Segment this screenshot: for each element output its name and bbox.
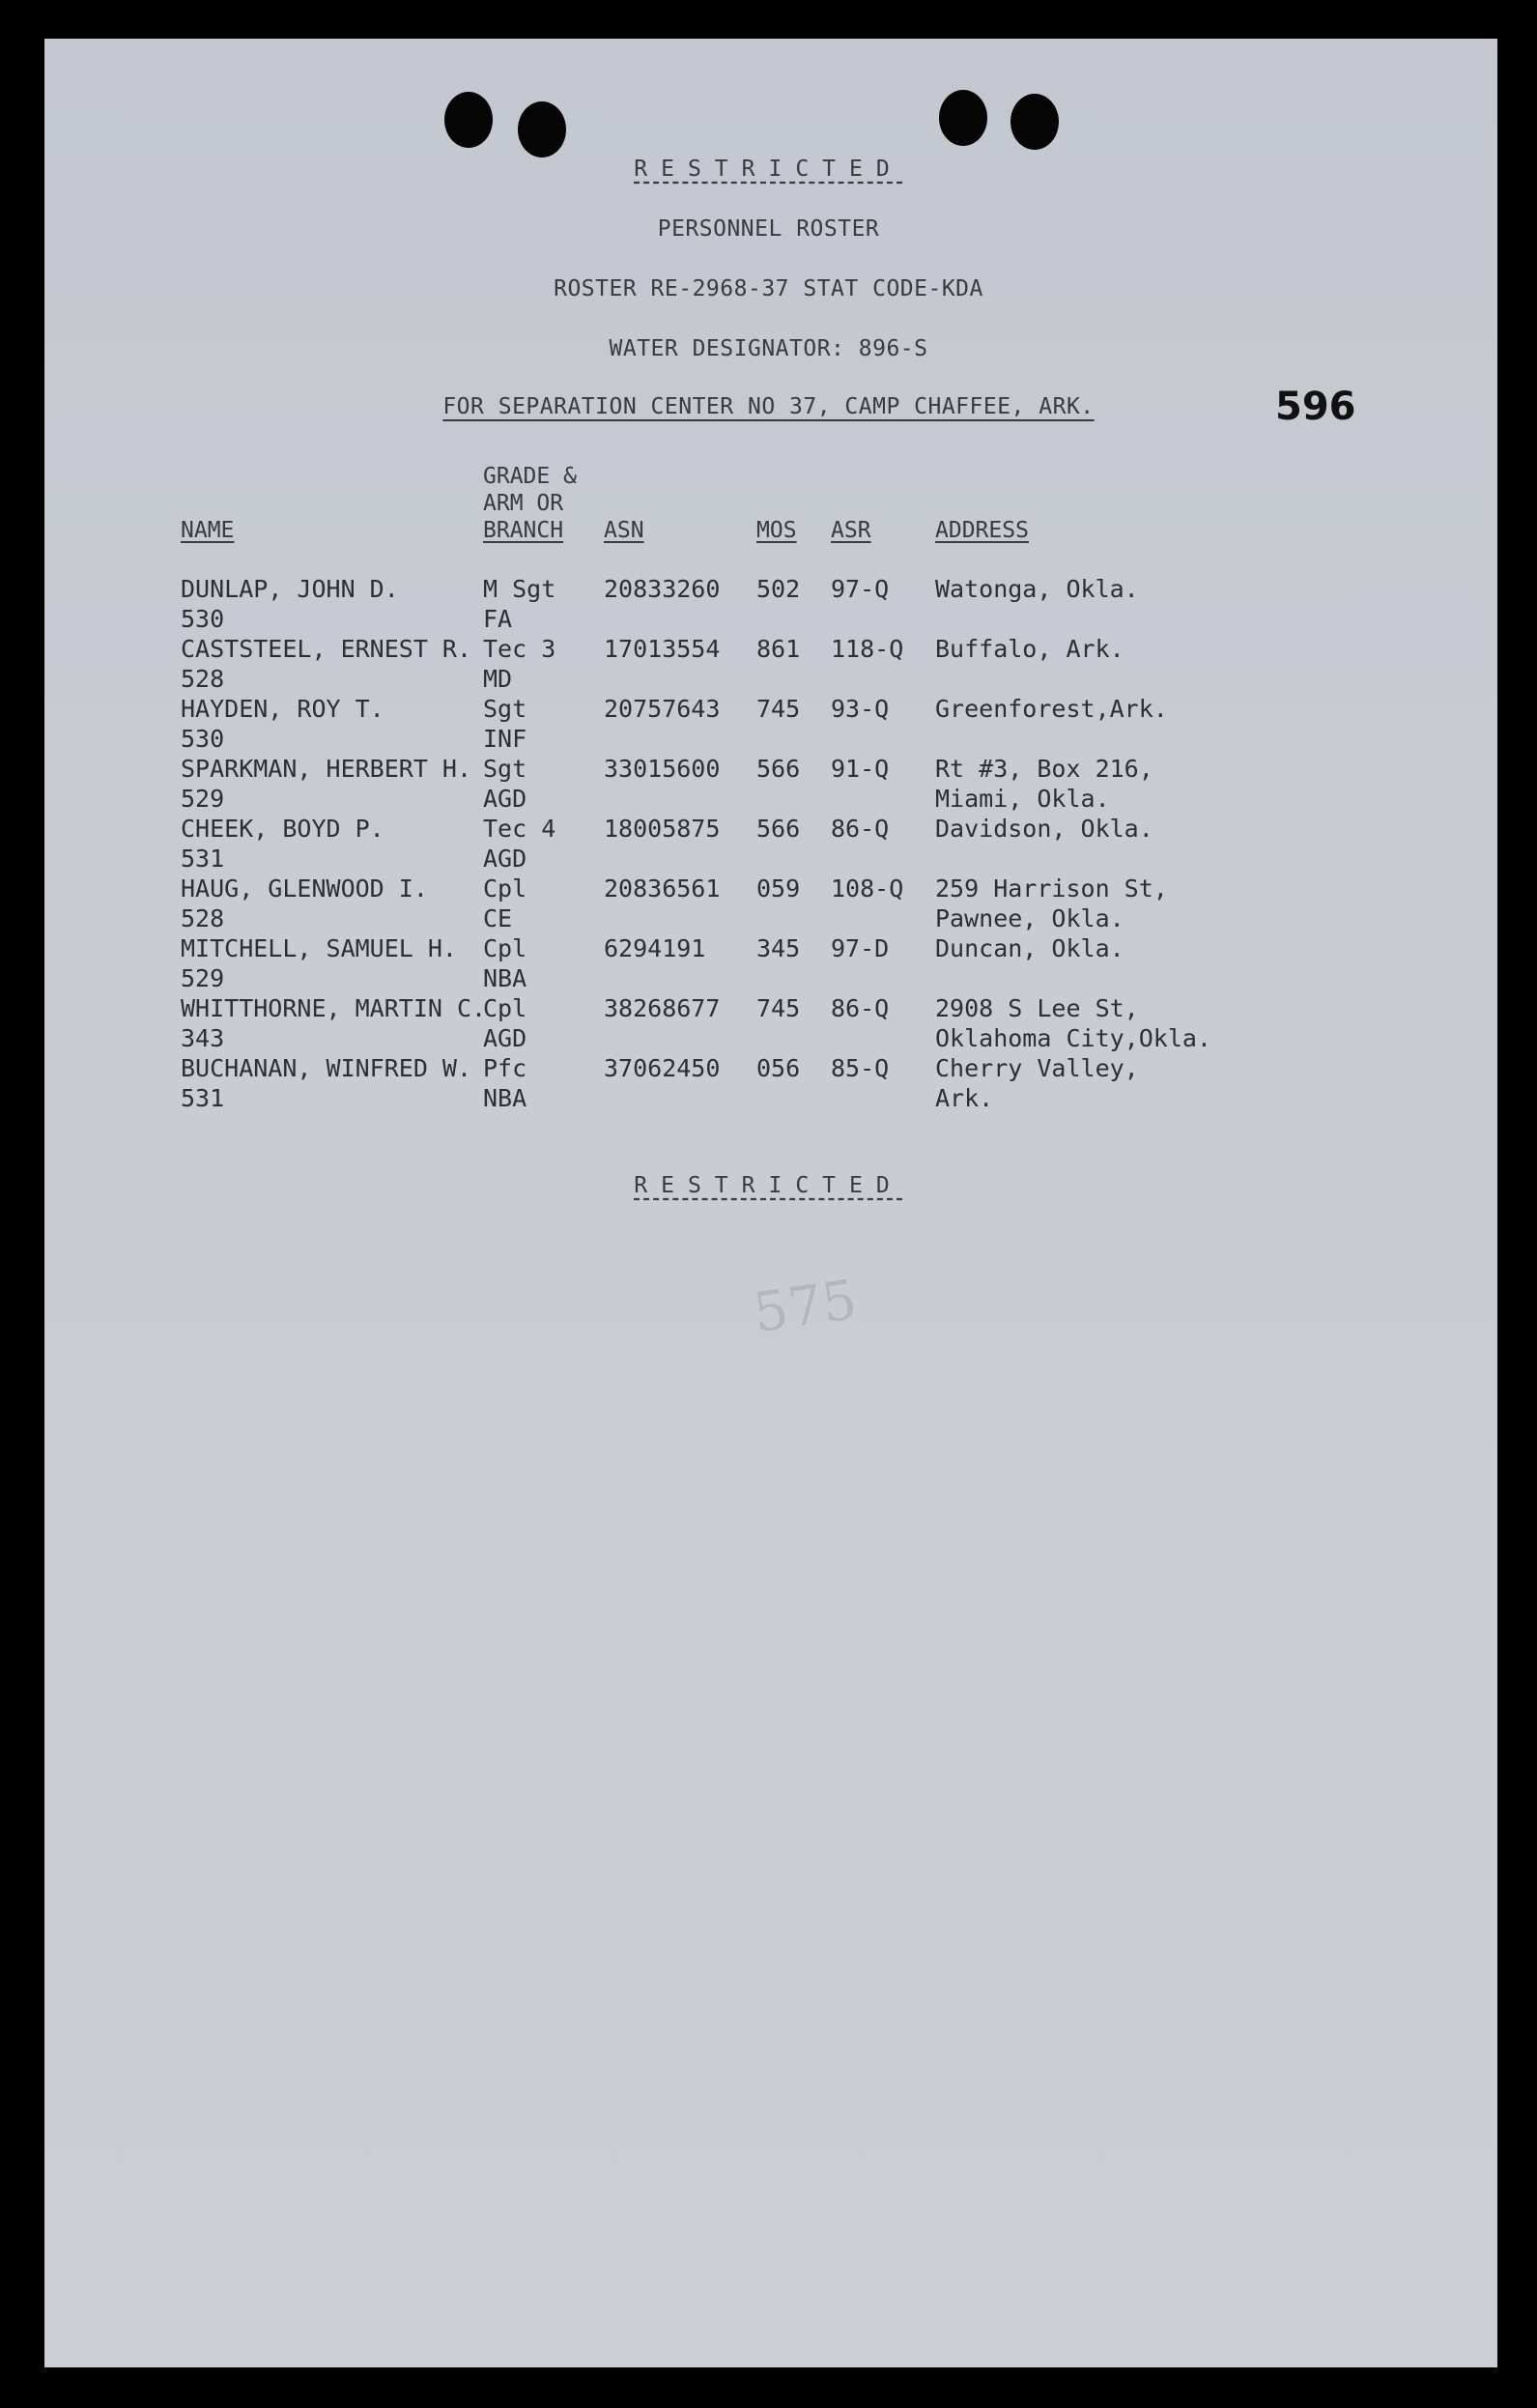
address-cell: Watonga, Okla. (935, 575, 1139, 603)
table-row (0, 574, 1537, 634)
asn-cell: 33015600 (604, 755, 721, 783)
handwritten-note: 575 (749, 1268, 861, 1346)
name-cell: HAYDEN, ROY T. 530 (181, 695, 384, 753)
asr-cell: 108-Q (831, 874, 904, 903)
grade-cell: Pfc NBA (483, 1054, 527, 1112)
column-header-asr: ASR (831, 518, 871, 543)
name-cell: CHEEK, BOYD P. 531 (181, 815, 384, 873)
name-cell: HAUG, GLENWOOD I. 528 (181, 874, 428, 932)
address-cell: Rt #3, Box 216, Miami, Okla. (935, 755, 1153, 813)
column-header-asn: ASN (604, 518, 644, 543)
column-header-mos: MOS (756, 518, 797, 543)
address-cell: Duncan, Okla. (935, 934, 1124, 962)
asn-cell: 20836561 (604, 874, 721, 903)
grade-cell: Cpl AGD (483, 994, 527, 1052)
punch-hole (444, 92, 493, 148)
separation-center: FOR SEPARATION CENTER NO 37, CAMP CHAFFEE, ARK. (442, 394, 1095, 419)
asr-cell: 85-Q (831, 1054, 890, 1082)
grade-cell: Sgt AGD (483, 755, 527, 813)
address-cell: 259 Harrison St, Pawnee, Okla. (935, 874, 1168, 932)
name-cell: SPARKMAN, HERBERT H. 529 (181, 755, 472, 813)
grade-cell: Cpl CE (483, 874, 527, 932)
punch-hole (1010, 94, 1059, 150)
asr-cell: 91-Q (831, 755, 890, 783)
asn-cell: 20757643 (604, 695, 721, 723)
mos-cell: 861 (756, 635, 801, 663)
table-row (0, 754, 1537, 814)
asn-cell: 17013554 (604, 635, 721, 663)
asr-cell: 93-Q (831, 695, 890, 723)
address-cell: Davidson, Okla. (935, 815, 1153, 843)
classification-footer: RESTRICTED (634, 1173, 903, 1198)
table-row (0, 1053, 1537, 1113)
punch-hole (939, 90, 987, 146)
mos-cell: 056 (756, 1054, 801, 1082)
name-cell: BUCHANAN, WINFRED W. 531 (181, 1054, 472, 1112)
table-row (0, 933, 1537, 993)
asn-cell: 20833260 (604, 575, 721, 603)
table-row (0, 814, 1537, 874)
address-cell: Greenforest,Ark. (935, 695, 1168, 723)
name-cell: MITCHELL, SAMUEL H. 529 (181, 934, 457, 992)
table-row (0, 694, 1537, 754)
address-cell: Buffalo, Ark. (935, 635, 1124, 663)
punch-hole (518, 101, 566, 158)
address-cell: Cherry Valley, Ark. (935, 1054, 1139, 1112)
address-cell: 2908 S Lee St, Oklahoma City,Okla. (935, 994, 1211, 1052)
grade-cell: Tec 3 MD (483, 635, 556, 693)
mos-cell: 345 (756, 934, 801, 962)
page-number-stamp: 596 (1275, 385, 1356, 429)
table-row (0, 634, 1537, 694)
grade-cell: M Sgt FA (483, 575, 556, 633)
asn-cell: 6294191 (604, 934, 706, 962)
grade-cell: Sgt INF (483, 695, 527, 753)
asr-cell: 86-Q (831, 815, 890, 843)
grade-cell: Cpl NBA (483, 934, 527, 992)
name-cell: CASTSTEEL, ERNEST R. 528 (181, 635, 472, 693)
asr-cell: 97-Q (831, 575, 890, 603)
document-title: PERSONNEL ROSTER (657, 216, 880, 242)
mos-cell: 745 (756, 695, 801, 723)
name-cell: WHITTHORNE, MARTIN C. 343 (181, 994, 487, 1052)
asr-cell: 86-Q (831, 994, 890, 1022)
column-header-address: ADDRESS (935, 518, 1029, 543)
name-cell: DUNLAP, JOHN D. 530 (181, 575, 399, 633)
mos-cell: 502 (756, 575, 801, 603)
asn-cell: 38268677 (604, 994, 721, 1022)
asn-cell: 37062450 (604, 1054, 721, 1082)
classification-header: RESTRICTED (634, 157, 903, 182)
column-header-grade: GRADE & ARM OR BRANCH (483, 464, 577, 543)
mos-cell: 059 (756, 874, 801, 903)
asn-cell: 18005875 (604, 815, 721, 843)
table-row (0, 874, 1537, 933)
mos-cell: 745 (756, 994, 801, 1022)
grade-cell: Tec 4 AGD (483, 815, 556, 873)
mos-cell: 566 (756, 755, 801, 783)
table-row (0, 993, 1537, 1053)
water-designator: WATER DESIGNATOR: 896-S (609, 336, 928, 361)
column-header-name: NAME (181, 518, 235, 543)
asr-cell: 97-D (831, 934, 890, 962)
asr-cell: 118-Q (831, 635, 904, 663)
roster-line: ROSTER RE-2968-37 STAT CODE-KDA (554, 276, 983, 301)
mos-cell: 566 (756, 815, 801, 843)
